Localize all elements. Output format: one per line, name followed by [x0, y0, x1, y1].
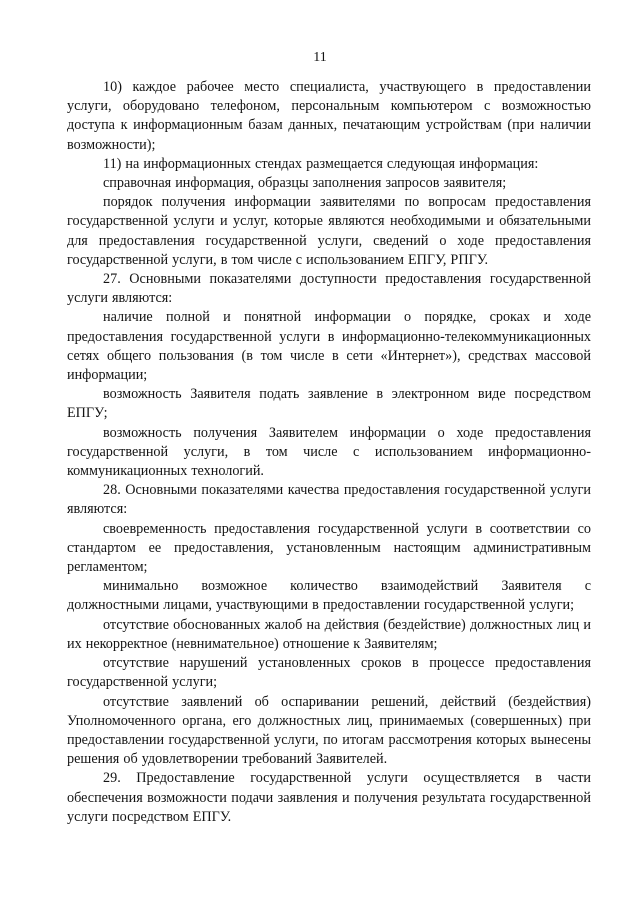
paragraph-availability-info: наличие полной и понятной информации о порядке, сроках и ходе предоставления государственной услуги в информационно-телекоммуникационных сетях общего пользования (в том числе в сети «Интернет»), средствах массовой информации; — [67, 309, 591, 384]
paragraph-section-28: 28. Основными показателями качества предоставления государственной услуги являются: — [67, 482, 591, 518]
paragraph-no-complaints: отсутствие обоснованных жалоб на действия (бездействие) должностных лиц и их некорректное (невнимательное) отношение к Заявителям; — [67, 616, 591, 652]
document-body — [67, 78, 591, 827]
paragraph-item-11: 11) на информационных стендах размещается следующая информация: — [103, 155, 539, 172]
paragraph-info-procedure: порядок получения информации заявителями по вопросам предоставления государственной услуги и услуг, которые являются необходимыми и обязательными для предоставления государственной услуги, сведений о ходе предоставления государственной услуги, в том числе с использованием ЕПГУ, РПГУ. — [67, 194, 591, 268]
paragraph-minimal-interactions: минимально возможное количество взаимодействий Заявителя с должностными лицами, участвующими в предоставлении государственной услуги; — [67, 578, 591, 614]
page-number: 11 — [313, 50, 327, 65]
paragraph-reference-info: справочная информация, образцы заполнения запросов заявителя; — [103, 175, 507, 192]
paragraph-no-disputes: отсутствие заявлений об оспаривании решений, действий (бездействия) Уполномоченного органа, его должностных лиц, принимаемых (совершенных) при предоставлении государственной услуги, по итогам рассмотрения которых вынесены решения об удовлетворении требований Заявителей. — [67, 693, 591, 768]
paragraph-progress-info: возможность получения Заявителем информации о ходе предоставления государственной услуги, в том числе с использованием информационно-коммуникационных технологий. — [67, 424, 591, 480]
paragraph-timeliness: своевременность предоставления государственной услуги в соответствии со стандартом ее предоставления, установленным настоящим административным регламентом; — [67, 520, 591, 576]
paragraph-no-deadline-violations: отсутствие нарушений установленных сроков в процессе предоставления государственной услуги; — [67, 655, 591, 691]
paragraph-section-29: 29. Предоставление государственной услуги осуществляется в части обеспечения возможности подачи заявления и получения результата государственной услуги посредством ЕПГУ. — [67, 770, 591, 825]
paragraph-section-27: 27. Основными показателями доступности предоставления государственной услуги являются: — [67, 271, 591, 307]
paragraph-electronic-application: возможность Заявителя подать заявление в электронном виде посредством ЕПГУ; — [67, 386, 591, 422]
paragraph-item-10: 10) каждое рабочее место специалиста, участвующего в предоставлении услуги, оборудовано телефоном, персональным компьютером с возможностью доступа к информационным базам данных, печатающим устройствам (при наличии возможности); — [67, 79, 591, 153]
